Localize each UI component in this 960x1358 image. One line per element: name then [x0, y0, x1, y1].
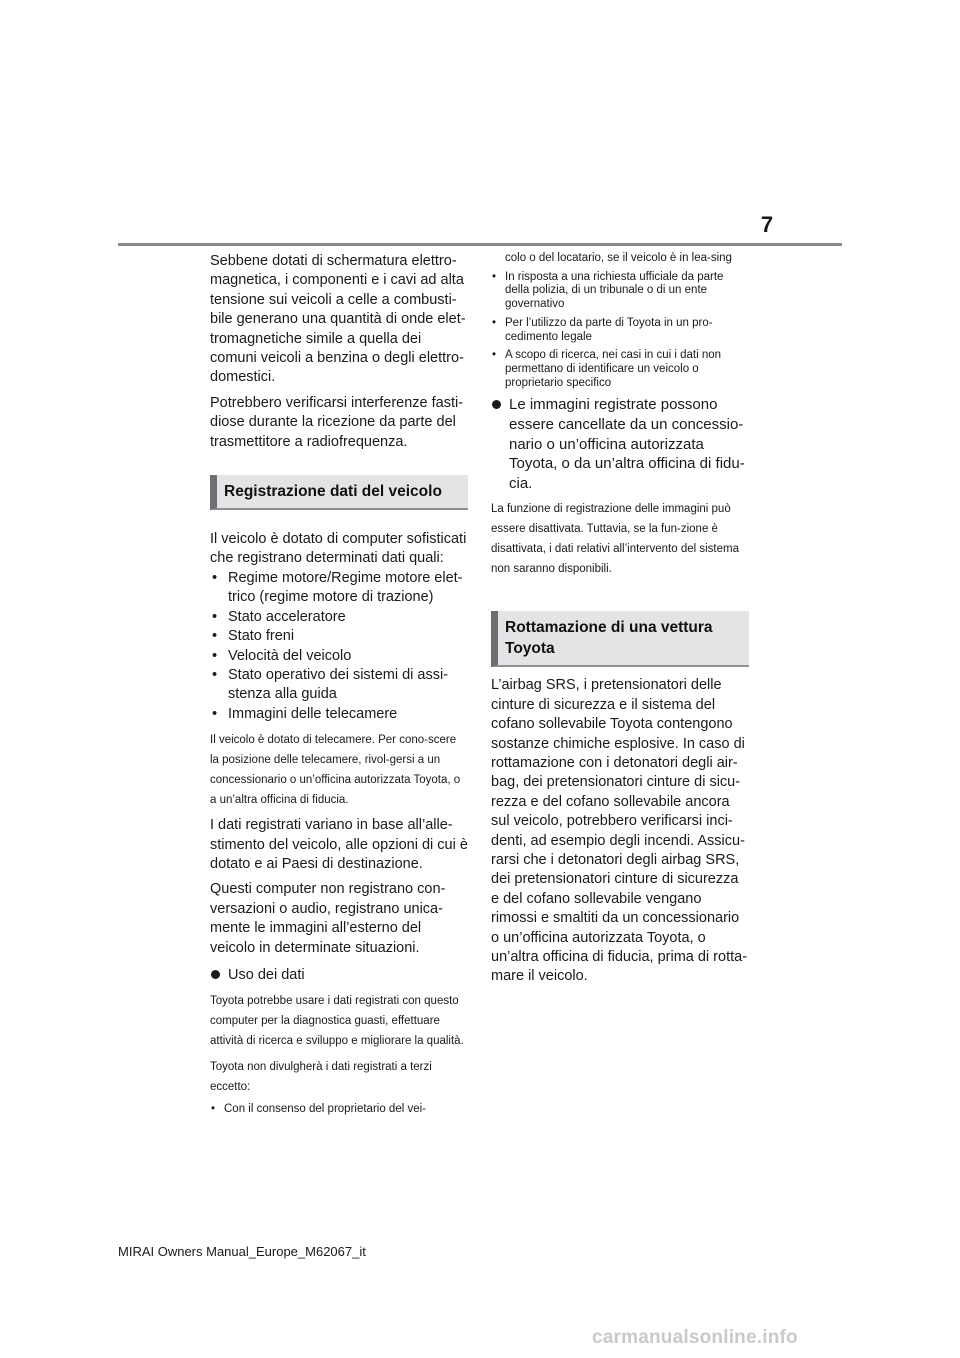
bullet-marker: • [212, 608, 218, 625]
list-item: • Stato freni [210, 627, 468, 646]
list-item: • A scopo di ricerca, nei casi in cui i dati non permettano di identificare un veicolo o proprietario specifico [492, 349, 722, 389]
disclosure-note: Toyota non divulgherà i dati registrati a terzi eccetto: [210, 1060, 432, 1093]
data-variation-paragraph: I dati registrati variano in base all’alle-stimento del veicolo, alle opzioni di cui è dotato e ai Paesi di destinazione. [210, 817, 468, 872]
bullet-marker: • [212, 705, 218, 722]
bullet-marker: • [212, 647, 218, 664]
list-item-continued: colo o del locatario, se il veicolo è in lea-sing [505, 252, 732, 264]
image-recording-note: La funzione di registrazione delle immagini può essere disattivata. Tuttavia, se la fun-zione è disattivata, i dati relativi all’intervento del sistema non saranno disponibili. [491, 503, 740, 576]
bullet-marker: • [212, 569, 218, 586]
bullet-marker: • [211, 1102, 216, 1115]
image-deletion-heading: Le immagini registrate possono essere cancellate da un concessio-nario o un’officina autorizzata Toyota, o da un’altra officina di fidu-cia. [491, 395, 749, 493]
bullet-marker: • [492, 349, 497, 362]
section-title-data-recording: Registrazione dati del veicolo [210, 475, 468, 510]
scrapping-paragraph: L’airbag SRS, i pretensionatori delle cinture di sicurezza e il sistema del cofano sollevabile Toyota contengono sostanze chimiche esplosive. In caso di rottamazione con i detonatori degli air-bag, dei pretensionatori cinture di sicu-rezza e del cofano sollevabile ancora sul veicolo, potrebbero verificarsi inci-denti, ad esempio degli incendi. Assicu-rarsi che i detonatori degli airbag SRS, dei pretensionatori cinture di sicurezza e del cofano sollevabile vengano rimossi e smaltiti da un concessionario o un’officina autorizzata Toyota, o un’altra officina di fiducia, prima di rotta-mare il veicolo. [491, 677, 748, 985]
data-use-note: Toyota potrebbe usare i dati registrati con questo computer per la diagnostica guasti, effettuare attività di ricerca e sviluppo e migliorare la qualità. [210, 994, 464, 1047]
bullet-marker: • [492, 270, 497, 283]
recorded-data-list [210, 569, 468, 724]
bullet-marker: • [212, 628, 218, 645]
bullet-dot-icon [492, 400, 501, 409]
watermark: carmanualsonline.info [592, 1327, 798, 1348]
left-column [210, 252, 468, 1122]
data-recording-intro: Il veicolo è dotato di computer sofisticati che registrano determinati dati quali: [210, 531, 467, 567]
list-item: • Stato acceleratore [210, 608, 468, 627]
list-item: • Immagini delle telecamere [210, 705, 468, 724]
data-use-heading: Uso dei dati [210, 965, 468, 985]
intro-paragraph-1: Sebbene dotati di schermatura elettro-magnetica, i componenti e i cavi ad alta tensione sui veicoli a celle a combusti-bile generano una quantità di onde elet-tromagnetiche simile a quella dei comuni veicoli a benzina o degli elettro-domestici. [210, 253, 466, 386]
header-rule [118, 243, 842, 246]
bullet-dot-icon [211, 970, 220, 979]
bullet-marker: • [212, 666, 218, 683]
bullet-marker: • [492, 316, 497, 329]
intro-paragraph-2: Potrebbero verificarsi interferenze fasti-diose durante la ricezione da parte del trasmettitore a radiofrequenza. [210, 394, 464, 450]
no-audio-paragraph: Questi computer non registrano con-versazioni o audio, registrano unica-mente le immagini all’esterno del veicolo in determinate situazioni. [210, 881, 446, 956]
exceptions-list-cont [491, 252, 749, 390]
list-item: • Per l’utilizzo da parte di Toyota in un pro-cedimento legale [492, 316, 713, 343]
exceptions-list-start [210, 1103, 468, 1117]
list-item: • Con il consenso del proprietario del vei- [211, 1102, 426, 1115]
footer-manual-id: MIRAI Owners Manual_Europe_M62067_it [118, 1244, 366, 1259]
section-title-scrapping: Rottamazione di una vettura Toyota [491, 611, 749, 667]
right-column [491, 252, 749, 987]
camera-note: Il veicolo è dotato di telecamere. Per cono-scere la posizione delle telecamere, rivol-gersi a un concessionario o un’officina autorizzata Toyota, o a un’altra officina di fiducia. [210, 734, 461, 807]
page-number: 7 [760, 212, 774, 237]
list-item: • Regime motore/Regime motore elet-trico (regime motore di trazione) [212, 569, 463, 606]
list-item: • Stato operativo dei sistemi di assi-stenza alla guida [212, 666, 449, 703]
list-item: • Velocità del veicolo [210, 647, 468, 666]
list-item: • In risposta a una richiesta ufficiale da parte della polizia, di un tribunale o di un ente governativo [492, 270, 724, 311]
